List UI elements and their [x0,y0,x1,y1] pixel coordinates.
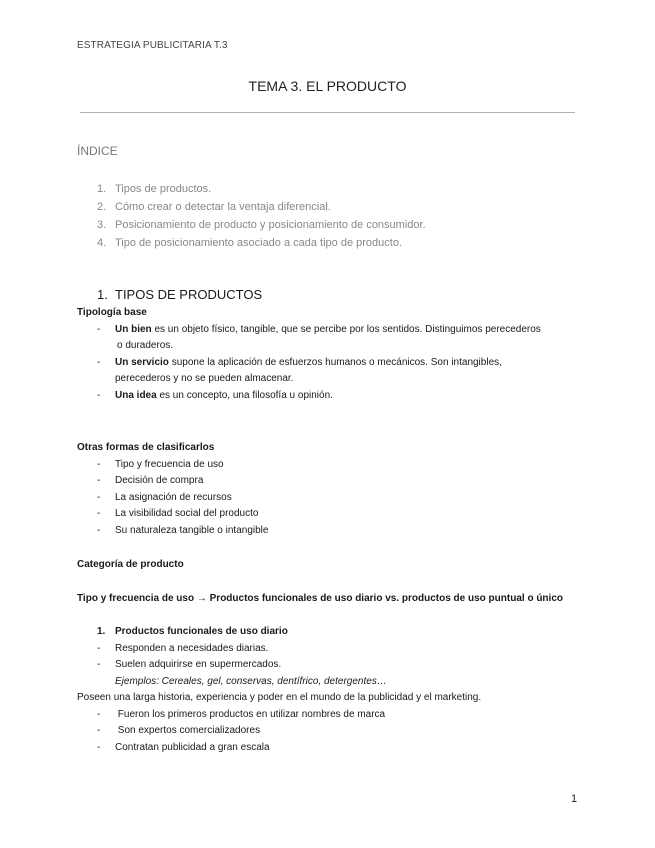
item-text: Responden a necesidades diarias. [115,642,269,654]
list-item [77,473,268,490]
list-item [77,657,481,674]
toc-text: Tipo de posicionamiento asociado a cada tipo de producto. [115,237,403,249]
running-header: ESTRATEGIA PUBLICITARIA T.3 [77,40,228,51]
section-title: TIPOS DE PRODUCTOS [115,287,263,302]
subheading-otras: Otras formas de clasificarlos [77,442,215,453]
dash-bullet: - [97,524,101,536]
toc-item [97,180,426,198]
subheading-tipo-frecuencia: Tipo y frecuencia de uso → Productos funcionales de uso diario vs. productos de uso puntual o único [77,593,563,604]
index-heading: ÍNDICE [77,144,118,158]
title-divider [80,112,575,113]
dash-bullet: - [97,741,101,753]
section-number: 1. [97,287,108,302]
item-text: Contratan publicidad a gran escala [115,741,270,753]
dash-bullet: - [97,458,101,470]
dash-bullet: - [97,725,101,736]
toc-item [97,216,426,234]
funcionales-block [77,624,481,756]
item-text: es un objeto físico, tangible, que se percibe por los sentidos. Distinguimos perecederos [151,323,541,335]
toc-text: Cómo crear o detectar la ventaja diferencial. [115,201,331,213]
examples-line: Ejemplos: Cereales, gel, conservas, dentífrico, detergentes… [115,675,387,687]
list-item [77,322,541,339]
item-term: Una idea [115,389,157,401]
otras-block [77,440,268,539]
list-item [77,490,268,507]
subheading-categoria: Categoría de producto [77,559,184,570]
page-title: TEMA 3. EL PRODUCTO [248,78,407,94]
list-item [77,707,481,724]
list-item [77,740,481,757]
toc-text: Tipos de productos. [115,183,212,195]
list-item [77,388,541,405]
item-text: Fueron los primeros productos en utilizar nombres de marca [115,708,386,720]
toc-number: 4. [97,237,107,249]
section-heading [97,287,262,302]
item-continuation: perecederos y no se pueden almacenar. [115,373,294,384]
item-text: es un concepto, una filosofía u opinión. [156,389,333,401]
heading-text: Productos funcionales de uso diario [115,626,288,637]
toc-text: Posicionamiento de producto y posicionamiento de consumidor. [115,219,426,231]
item-term: Un servicio [115,356,169,368]
item-text: Su naturaleza tangible o intangible [115,524,269,536]
body-paragraph: Poseen una larga historia, experiencia y poder en el mundo de la publicidad y el marketing. [77,692,482,703]
dash-bullet: - [97,642,101,654]
table-of-contents [97,180,426,252]
item-continuation: o duraderos. [117,340,174,351]
item-text: Suelen adquirirse en supermercados. [115,659,282,670]
item-text: Son expertos comercializadores [115,725,261,736]
dash-bullet: - [97,389,101,401]
dash-bullet: - [97,659,101,670]
dash-bullet: - [97,475,101,486]
item-text: Decisión de compra [115,475,204,486]
toc-item [97,198,426,216]
dash-bullet: - [97,356,101,368]
list-item [77,355,541,372]
dash-bullet: - [97,708,101,720]
toc-number: 3. [97,219,107,231]
tipologia-block [77,305,541,404]
dash-bullet: - [97,491,101,503]
item-text: La asignación de recursos [115,491,232,503]
list-item [77,523,268,540]
dash-bullet: - [97,508,101,519]
list-item [77,457,268,474]
toc-item [97,234,426,252]
subheading-tipologia: Tipología base [77,307,147,318]
numbered-heading [77,624,481,641]
item-text: La visibilidad social del producto [115,508,259,519]
item-text: Tipo y frecuencia de uso [115,458,224,470]
heading-number: 1. [97,626,106,637]
toc-number: 2. [97,201,107,213]
list-item [77,641,481,658]
item-text: supone la aplicación de esfuerzos humanos o mecánicos. Son intangibles, [168,356,502,368]
toc-number: 1. [97,183,107,195]
dash-bullet: - [97,323,101,335]
page-number: 1 [571,793,578,805]
item-term: Un bien [115,323,152,335]
list-item [77,506,268,523]
list-item [77,723,481,740]
